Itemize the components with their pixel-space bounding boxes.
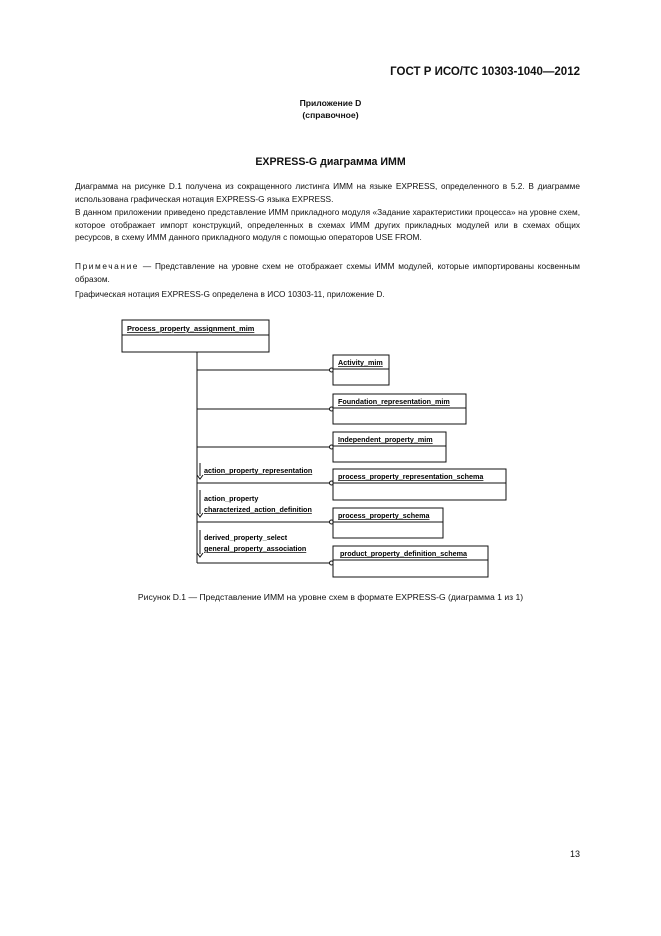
note-label: Примечание [75,261,140,271]
reference-marker [197,463,203,479]
reference-marker [197,490,203,517]
reference-label: action_property [204,494,259,503]
page-number: 13 [569,849,580,859]
schema-box-foundation [333,394,466,424]
main-schema-label: Process_property_assignment_mim [127,324,255,333]
schema-box-pp-schema [333,508,443,538]
appendix-kind: (справочное) [302,110,359,120]
schema-label: Independent_property_mim [338,435,433,444]
reference-label: derived_property_select [204,533,288,542]
standard-header: ГОСТ Р ИСО/ТС 10303-1040—2012 [390,66,580,78]
paragraph-3: Графическая нотация EXPRESS-G определена в ИСО 10303-11, приложение D. [75,289,385,299]
schema-label: process_property_schema [338,511,430,520]
main-schema-box [122,320,269,352]
paragraph-1: Диаграмма на рисунке D.1 получена из сокращенного листинга ИММ на языке EXPRESS, определенного в 5.2. В диаграмме использована графическая нотация EXPRESS-G языка EXPRESS. [75,181,580,204]
schema-label: Foundation_representation_mim [338,397,450,406]
schema-box-independent [333,432,446,462]
paragraph-2: В данном приложении приведено представление ИММ прикладного модуля «Задание характеристики процесса» на уровне схем, которое отображает импорт конструкций, определенных в схемах ИММ других прикладных модулей или в схемах общих ресурсов, в схему ИММ данного прикладного модуля с помощью операторов USE FROM. [75,207,580,243]
reference-label: characterized_action_definition [204,505,312,514]
reference-label: general_property_association [204,544,307,553]
schema-label: process_property_representation_schema [338,472,484,481]
schema-label: Activity_mim [338,358,383,367]
appendix-name: Приложение D [299,98,362,108]
section-title: EXPRESS-G диаграмма ИММ [255,156,406,168]
reference-marker [197,530,203,557]
note-text: — Представление на уровне схем не отображает схемы ИММ модулей, которые импортированы косвенным образом. [75,261,580,284]
schema-label: product_property_definition_schema [340,549,468,558]
reference-label: action_property_representation [204,466,313,475]
schema-box-ppr-schema [333,469,506,500]
schema-box-ppd-schema [333,546,488,577]
figure-caption: Рисунок D.1 — Представление ИММ на уровне схем в формате EXPRESS-G (диаграмма 1 из 1) [137,592,524,602]
schema-box-activity [333,355,389,385]
